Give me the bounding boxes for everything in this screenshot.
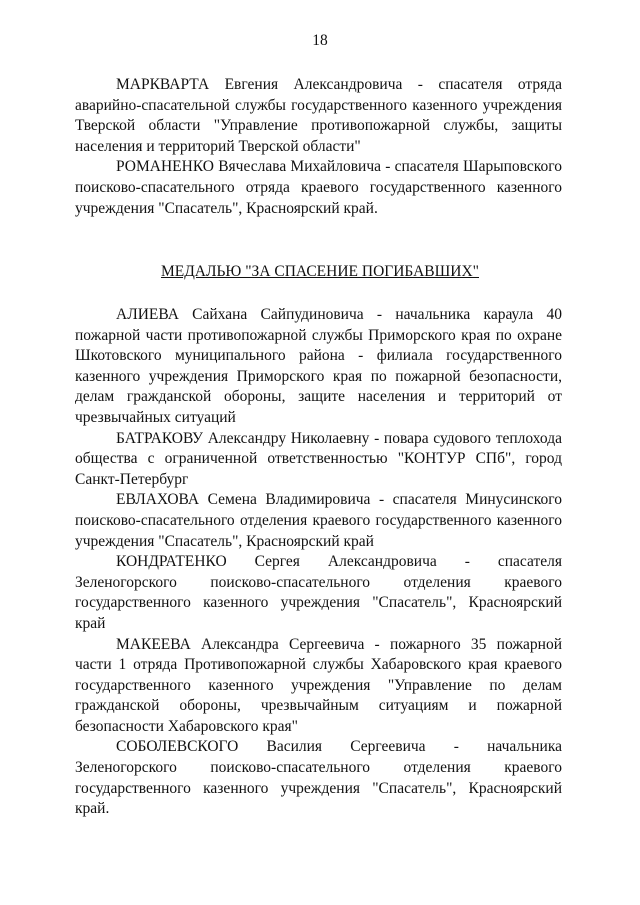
award-entry: АЛИЕВА Сайхана Сайпудиновича - начальника караула 40 пожарной части противопожарной службы Приморского края по охране Шкотовского муниципального района - филиала государственного казенного учреждения Приморского края по пожарной безопасности, делам гражданской обороны, защите населения и территорий от чрезвычайных ситуаций [75,306,562,426]
award-entry: КОНДРАТЕНКО Сергея Александровича - спасателя Зеленогорского поисково-спасательного отделения краевого государственного казенного учреждения "Спасатель", Красноярский край [75,553,562,632]
award-list-medal [75,305,562,820]
award-list-top [75,75,562,219]
award-entry: МАРКВАРТА Евгения Александровича - спасателя отряда аварийно-спасательной службы государственного казенного учреждения Тверской области "Управление противопожарной службы, защиты населения и территорий Тверской области" [75,76,562,155]
award-entry: РОМАНЕНКО Вячеслава Михайловича - спасателя Шарыповского поисково-спасательного отряда краевого государственного казенного учреждения "Спасатель", Красноярский край. [75,158,562,217]
award-entry: БАТРАКОВУ Александру Николаевну - повара судового теплохода общества с ограниченной ответственностью "КОНТУР СПб", город Санкт-Петербург [75,429,562,488]
section-heading-wrapper [0,262,640,283]
page-number: 18 [312,32,328,49]
award-entry: ЕВЛАХОВА Семена Владимировича - спасателя Минусинского поисково-спасательного отделения краевого государственного казенного учреждения "Спасатель", Красноярский край [75,491,562,550]
section-heading: МЕДАЛЬЮ "ЗА СПАСЕНИЕ ПОГИБАВШИХ" [160,263,479,280]
award-entry: СОБОЛЕВСКОГО Василия Сергеевича - начальника Зеленогорского поисково-спасательного отделения краевого государственного казенного учреждения "Спасатель", Красноярский край. [75,738,562,818]
award-entry: МАКЕЕВА Александра Сергеевича - пожарного 35 пожарной части 1 отряда Противопожарной службы Хабаровского края краевого государственного казенного учреждения "Управление по делам гражданской обороны, чрезвычайным ситуациям и пожарной безопасности Хабаровского края" [75,635,562,735]
